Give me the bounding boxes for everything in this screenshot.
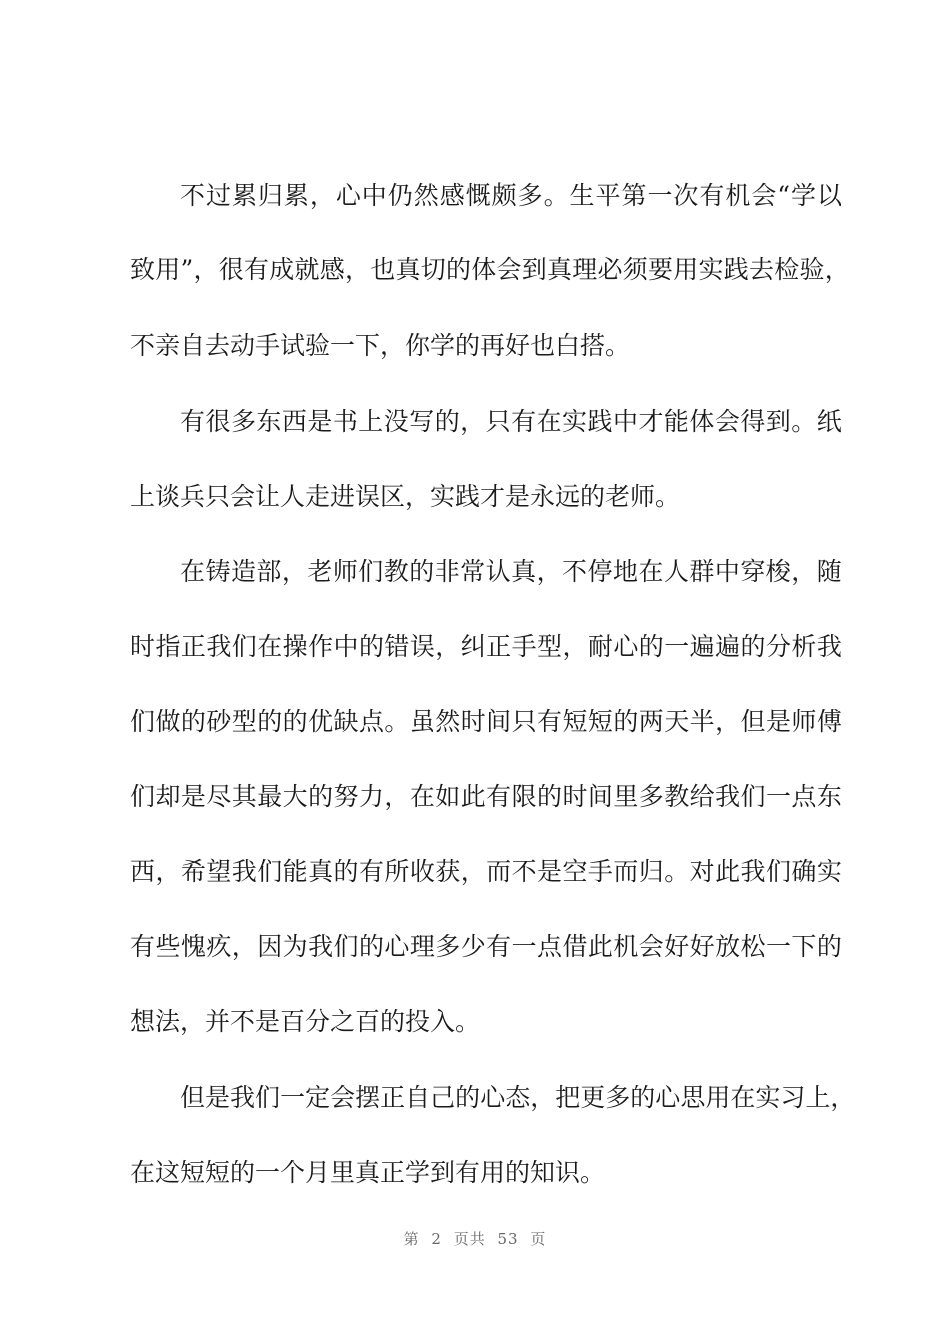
text-char: 空 xyxy=(562,857,588,886)
text-char: 很 xyxy=(218,255,244,284)
text-char: 书 xyxy=(332,407,358,436)
text-char: 里 xyxy=(613,782,639,811)
text-char: 点 xyxy=(791,782,817,811)
text-char: 是 xyxy=(205,1083,231,1112)
text-char: 间 xyxy=(486,707,512,736)
text-char: 心 xyxy=(480,1083,506,1112)
text-char: 非 xyxy=(434,557,460,586)
text-char: 在 xyxy=(536,407,562,436)
text-char: 师 xyxy=(791,707,817,736)
text-char: 第 xyxy=(621,181,647,210)
text-char: 把 xyxy=(555,1083,581,1112)
text-char: 力 xyxy=(358,782,384,811)
text-char: 的 xyxy=(358,632,384,661)
text-char: 感 xyxy=(439,181,465,210)
text-char: 思 xyxy=(680,1083,706,1112)
text-char: 能 xyxy=(663,407,689,436)
text-char: 用 xyxy=(673,255,699,284)
text-char: 短 xyxy=(587,707,613,736)
text-char: 在 xyxy=(257,632,283,661)
text-char: 因 xyxy=(257,932,283,961)
text-char: 教 xyxy=(383,557,409,586)
text-char: 中 xyxy=(361,181,387,210)
text-line xyxy=(0,1078,950,1118)
text-char: 下 xyxy=(791,932,817,961)
text-char: 老 xyxy=(307,557,333,586)
text-char: 认 xyxy=(485,557,511,586)
text-char: 此 xyxy=(460,782,486,811)
text-char: 有 xyxy=(486,782,512,811)
text-char: 上 xyxy=(358,407,384,436)
text-char: 时 xyxy=(130,632,156,661)
text-char: 所 xyxy=(384,857,410,886)
text-char: 有 xyxy=(180,407,206,436)
text-char: 但 xyxy=(740,707,766,736)
text-char: 望 xyxy=(206,857,232,886)
text-char: 愧 xyxy=(180,932,206,961)
text-char: 没 xyxy=(383,407,409,436)
text-char: 体 xyxy=(689,407,715,436)
text-char: ， xyxy=(562,632,588,661)
text-char: 少 xyxy=(460,932,486,961)
text-char: 的 xyxy=(630,1083,656,1112)
text-line: 想法，并不是百分之百的投入。 xyxy=(130,1007,481,1036)
text-char: 一 xyxy=(280,1083,306,1112)
text-char: 停 xyxy=(587,557,613,586)
text-char: 们 xyxy=(740,782,766,811)
text-char: 疚 xyxy=(206,932,232,961)
text-char: 有 xyxy=(244,255,270,284)
text-char: “ xyxy=(777,181,791,210)
text-char: ， xyxy=(536,557,562,586)
text-char: 感 xyxy=(319,255,345,284)
text-char: 其 xyxy=(231,782,257,811)
text-char: 的 xyxy=(409,557,435,586)
text-char: 手 xyxy=(587,857,613,886)
text-line: 在这短短的一个月里真正学到有用的知识。 xyxy=(130,1158,606,1187)
text-char: 平 xyxy=(595,181,621,210)
text-char: 砂 xyxy=(206,707,232,736)
text-char: 铸 xyxy=(205,557,231,586)
text-char: 遍 xyxy=(689,632,715,661)
text-char: 的 xyxy=(816,932,842,961)
text-char: 是 xyxy=(180,782,206,811)
text-char: 有 xyxy=(537,707,563,736)
text-char: 间 xyxy=(587,782,613,811)
text-char: 一 xyxy=(664,632,690,661)
text-char: ， xyxy=(231,932,257,961)
text-char: 的 xyxy=(613,707,639,736)
text-char: 多 xyxy=(230,407,256,436)
text-char: ， xyxy=(193,255,219,284)
text-char: 的 xyxy=(180,707,206,736)
text-char: 的 xyxy=(455,1083,481,1112)
text-char: 的 xyxy=(282,707,308,736)
text-char: 生 xyxy=(569,181,595,210)
text-char: 须 xyxy=(622,255,648,284)
text-char: ， xyxy=(435,632,461,661)
text-char: 大 xyxy=(282,782,308,811)
text-char: 好 xyxy=(689,932,715,961)
text-char: 人 xyxy=(663,557,689,586)
text-char: 地 xyxy=(612,557,638,586)
text-char: 型 xyxy=(537,632,563,661)
text-char: 错 xyxy=(384,632,410,661)
text-char: 机 xyxy=(613,932,639,961)
text-line: 上谈兵只会让人走进误区，实践才是永远的老师。 xyxy=(130,482,681,511)
text-char: 遍 xyxy=(715,632,741,661)
text-char: 给 xyxy=(689,782,715,811)
text-char: 切 xyxy=(420,255,446,284)
text-char: ， xyxy=(384,782,410,811)
text-char: 用 xyxy=(705,1083,731,1112)
text-char: 耐 xyxy=(587,632,613,661)
text-char: ， xyxy=(309,181,335,210)
text-char: 获 xyxy=(435,857,461,886)
text-char: 的 xyxy=(308,782,334,811)
text-char: 天 xyxy=(664,707,690,736)
text-char: 短 xyxy=(562,707,588,736)
text-char: 尽 xyxy=(206,782,232,811)
text-char: 为 xyxy=(282,932,308,961)
text-char: 态 xyxy=(505,1083,531,1112)
text-char: 操 xyxy=(282,632,308,661)
text-char: 必 xyxy=(597,255,623,284)
text-char: 西 xyxy=(281,407,307,436)
text-char: 然 xyxy=(435,707,461,736)
text-char: 东 xyxy=(256,407,282,436)
text-char: 习 xyxy=(780,1083,806,1112)
text-char: 做 xyxy=(155,707,181,736)
text-char: 造 xyxy=(230,557,256,586)
text-char: 心 xyxy=(335,181,361,210)
text-line xyxy=(0,777,950,817)
text-char: 中 xyxy=(333,632,359,661)
text-char: 教 xyxy=(664,782,690,811)
text-char: 而 xyxy=(486,857,512,886)
text-char: 虽 xyxy=(409,707,435,736)
text-char: 们 xyxy=(231,632,257,661)
text-char: 的 xyxy=(537,782,563,811)
text-char: ， xyxy=(791,557,817,586)
text-line xyxy=(0,627,950,667)
text-char: 能 xyxy=(282,857,308,886)
text-char: 体 xyxy=(471,255,497,284)
text-char: 累 xyxy=(283,181,309,210)
text-char: 在 xyxy=(730,1083,756,1112)
text-char: 而 xyxy=(613,857,639,886)
text-char: 颇 xyxy=(491,181,517,210)
text-char: 的 xyxy=(638,632,664,661)
text-char: 很 xyxy=(205,407,231,436)
text-char: ， xyxy=(824,255,850,284)
text-char: ， xyxy=(460,407,486,436)
text-char: 部 xyxy=(256,557,282,586)
text-char: 只 xyxy=(511,707,537,736)
text-char: 。 xyxy=(664,857,690,886)
text-char: 在 xyxy=(409,782,435,811)
text-char: 己 xyxy=(430,1083,456,1112)
text-char: 多 xyxy=(605,1083,631,1112)
text-char: 半 xyxy=(689,707,715,736)
text-char: 正 xyxy=(180,632,206,661)
text-char: 要 xyxy=(648,255,674,284)
text-char: 此 xyxy=(715,857,741,886)
text-char: 到 xyxy=(765,407,791,436)
text-char: 机 xyxy=(725,181,751,210)
text-char: 们 xyxy=(765,857,791,886)
text-char: 我 xyxy=(715,782,741,811)
text-char: 两 xyxy=(638,707,664,736)
text-char: 师 xyxy=(332,557,358,586)
text-char: 也 xyxy=(370,255,396,284)
text-char: 点 xyxy=(537,932,563,961)
text-char: 东 xyxy=(816,782,842,811)
text-char: 。 xyxy=(543,181,569,210)
text-char: 我 xyxy=(230,1083,256,1112)
text-char: 我 xyxy=(816,632,842,661)
text-char: 的 xyxy=(446,255,472,284)
text-char: 努 xyxy=(333,782,359,811)
text-char: 写 xyxy=(409,407,435,436)
text-char: 我 xyxy=(740,857,766,886)
text-char: 。 xyxy=(384,707,410,736)
text-line xyxy=(0,852,950,892)
text-char: 纠 xyxy=(460,632,486,661)
text-char: 过 xyxy=(205,181,231,210)
text-char: 有 xyxy=(486,932,512,961)
text-char: 一 xyxy=(647,181,673,210)
text-char: 不 xyxy=(180,181,206,210)
text-char: 会 xyxy=(751,181,777,210)
text-char: 实 xyxy=(562,407,588,436)
text-char: 真 xyxy=(547,255,573,284)
text-char: 以 xyxy=(816,181,842,210)
text-char: 析 xyxy=(791,632,817,661)
text-char: 随 xyxy=(816,557,842,586)
text-char: 学 xyxy=(791,181,817,210)
text-char: 去 xyxy=(749,255,775,284)
text-char: 就 xyxy=(294,255,320,284)
text-char: 次 xyxy=(673,181,699,210)
text-char: 心 xyxy=(613,632,639,661)
text-char: 真 xyxy=(395,255,421,284)
text-line xyxy=(0,702,950,742)
text-char: 践 xyxy=(587,407,613,436)
text-char: 一 xyxy=(765,932,791,961)
text-char: 是 xyxy=(307,407,333,436)
text-char: 对 xyxy=(689,857,715,886)
text-char: 仍 xyxy=(387,181,413,210)
text-char: 心 xyxy=(384,932,410,961)
text-char: ， xyxy=(830,1083,856,1112)
text-line xyxy=(0,402,950,442)
text-char: 是 xyxy=(765,707,791,736)
text-char: 在 xyxy=(638,557,664,586)
text-char: 们 xyxy=(333,932,359,961)
text-char: 缺 xyxy=(333,707,359,736)
text-char: 西 xyxy=(130,857,156,886)
text-char: 放 xyxy=(715,932,741,961)
text-char: 傅 xyxy=(816,707,842,736)
text-char: 的 xyxy=(434,407,460,436)
text-char: 正 xyxy=(486,632,512,661)
text-char: ， xyxy=(530,1083,556,1112)
text-char: 实 xyxy=(755,1083,781,1112)
text-char: 手 xyxy=(511,632,537,661)
text-char: 真 xyxy=(511,557,537,586)
text-char: 中 xyxy=(714,557,740,586)
text-char: 们 xyxy=(358,557,384,586)
text-char: 些 xyxy=(155,932,181,961)
text-char: 才 xyxy=(638,407,664,436)
text-char: 只 xyxy=(485,407,511,436)
text-char: 累 xyxy=(231,181,257,210)
text-char: 检 xyxy=(774,255,800,284)
text-char: 有 xyxy=(358,857,384,886)
text-char: 型 xyxy=(231,707,257,736)
text-char: 我 xyxy=(308,932,334,961)
text-char: ” xyxy=(180,255,194,284)
text-char: 点 xyxy=(358,707,384,736)
text-char: 的 xyxy=(333,857,359,886)
text-char: 们 xyxy=(130,782,156,811)
text-char: 践 xyxy=(723,255,749,284)
text-char: 更 xyxy=(580,1083,606,1112)
text-char: 此 xyxy=(587,932,613,961)
text-char: 理 xyxy=(409,932,435,961)
text-char: 是 xyxy=(537,857,563,886)
text-char: 摆 xyxy=(355,1083,381,1112)
text-char: 最 xyxy=(257,782,283,811)
text-line xyxy=(0,552,950,592)
text-char: 借 xyxy=(562,932,588,961)
text-line: 不亲自去动手试验一下，你学的再好也白搭。 xyxy=(130,331,631,360)
text-char: 真 xyxy=(308,857,334,886)
text-char: 上 xyxy=(805,1083,831,1112)
text-char: 却 xyxy=(155,782,181,811)
text-char: 时 xyxy=(460,707,486,736)
text-char: 穿 xyxy=(740,557,766,586)
text-char: ， xyxy=(281,557,307,586)
text-char: 时 xyxy=(562,782,588,811)
text-char: 慨 xyxy=(465,181,491,210)
text-char: 确 xyxy=(791,857,817,886)
text-char: 实 xyxy=(816,857,842,886)
text-char: 不 xyxy=(511,857,537,886)
text-line xyxy=(0,176,950,216)
text-char: 误 xyxy=(409,632,435,661)
text-line xyxy=(0,927,950,967)
text-char: 我 xyxy=(206,632,232,661)
text-char: 多 xyxy=(435,932,461,961)
text-char: 归 xyxy=(638,857,664,886)
text-char: 常 xyxy=(460,557,486,586)
text-char: 在 xyxy=(180,557,206,586)
text-char: 会 xyxy=(330,1083,356,1112)
text-char: 归 xyxy=(257,181,283,210)
text-char: 多 xyxy=(638,782,664,811)
text-char: 不 xyxy=(562,557,588,586)
text-char: 优 xyxy=(308,707,334,736)
text-char: 成 xyxy=(269,255,295,284)
text-char: 指 xyxy=(155,632,181,661)
text-char: 一 xyxy=(511,932,537,961)
text-char: 验 xyxy=(799,255,825,284)
text-char: ， xyxy=(460,857,486,886)
text-char: 限 xyxy=(511,782,537,811)
text-char: 收 xyxy=(409,857,435,886)
text-char: 但 xyxy=(180,1083,206,1112)
text-char: 如 xyxy=(435,782,461,811)
text-char: 会 xyxy=(638,932,664,961)
text-char: 们 xyxy=(255,1083,281,1112)
text-char: 有 xyxy=(511,407,537,436)
text-char: 分 xyxy=(765,632,791,661)
text-char: 心 xyxy=(655,1083,681,1112)
text-char: 的 xyxy=(257,707,283,736)
text-char: 实 xyxy=(698,255,724,284)
text-char: 纸 xyxy=(816,407,842,436)
text-char: ， xyxy=(155,857,181,886)
text-char: 希 xyxy=(180,857,206,886)
page-footer: 第 2 页共 53 页 xyxy=(403,1230,547,1248)
text-char: 梭 xyxy=(765,557,791,586)
text-char: 们 xyxy=(257,857,283,886)
text-char: 正 xyxy=(380,1083,406,1112)
text-char: 一 xyxy=(765,782,791,811)
text-char: 松 xyxy=(740,932,766,961)
text-char: 自 xyxy=(405,1083,431,1112)
text-char: 理 xyxy=(572,255,598,284)
text-char: 致 xyxy=(130,255,156,284)
text-char: ， xyxy=(345,255,371,284)
text-char: 的 xyxy=(358,932,384,961)
text-char: 有 xyxy=(130,932,156,961)
text-line xyxy=(0,250,950,290)
text-char: 好 xyxy=(664,932,690,961)
text-char: 的 xyxy=(740,632,766,661)
text-char: 。 xyxy=(791,407,817,436)
text-char: 我 xyxy=(231,857,257,886)
text-char: 们 xyxy=(130,707,156,736)
text-char: 作 xyxy=(308,632,334,661)
text-char: 定 xyxy=(305,1083,331,1112)
text-char: 会 xyxy=(714,407,740,436)
text-char: ， xyxy=(715,707,741,736)
text-char: 群 xyxy=(689,557,715,586)
text-char: 用 xyxy=(155,255,181,284)
text-char: 中 xyxy=(612,407,638,436)
text-char: 有 xyxy=(699,181,725,210)
text-char: 然 xyxy=(413,181,439,210)
text-char: 多 xyxy=(517,181,543,210)
text-char: 会 xyxy=(496,255,522,284)
text-char: 得 xyxy=(740,407,766,436)
text-char: 到 xyxy=(521,255,547,284)
